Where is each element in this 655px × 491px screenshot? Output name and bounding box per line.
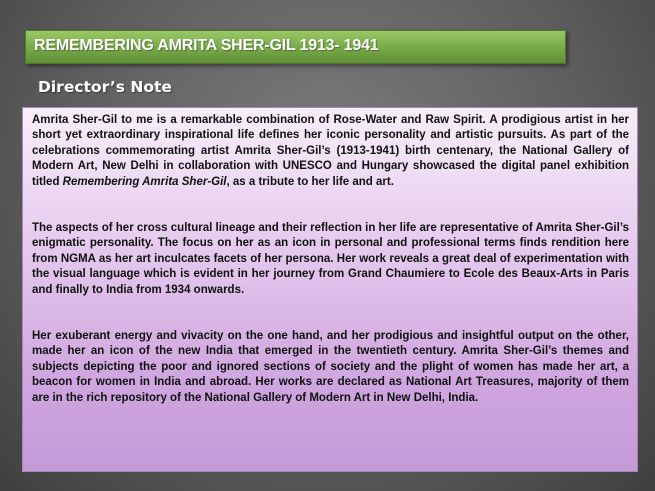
paragraph-1-tail: , as a tribute to her life and art. bbox=[226, 175, 394, 188]
paragraph-1-text: Amrita Sher-Gil to me is a remarkable combination of Rose-Water and Raw Spirit. A prodigious artist in her short yet extraordinary inspirational life defines her iconic personality and artistic pursuits. As part of the celebrations commemorating artist Amrita Sher-Gil’s (1913-1941) birth centenary, the National Gallery of Modern Art, New Delhi in collaboration with UNESCO and Hungary showcased the digital panel exhibition titled bbox=[32, 114, 629, 188]
note-content-box bbox=[22, 107, 638, 472]
exhibition-title-emphasis: Remembering Amrita Sher-Gil bbox=[62, 175, 227, 188]
title-bar bbox=[25, 30, 566, 64]
paragraph-1 bbox=[32, 113, 629, 190]
section-subtitle: Director’s Note bbox=[38, 78, 172, 96]
paragraph-2: The aspects of her cross cultural lineage and their reflection in her life are representative of Amrita Sher-Gil’s enigmatic personality. The focus on her as an icon in personal and professional terms finds rendition here from NGMA as her art inculcates facets of her persona. Her work reveals a great deal of experimentation with the visual language which is evident in her journey from Grand Chaumiere to Ecole des Beaux-Arts in Paris and finally to India from 1934 onwards. bbox=[32, 222, 629, 296]
slide-title: REMEMBERING AMRITA SHER-GIL 1913- 1941 bbox=[34, 37, 379, 54]
paragraph-3: Her exuberant energy and vivacity on the one hand, and her prodigious and insightful output on the other, made her an icon of the new India that emerged in the twentieth century. Amrita Sher-Gil’s themes and subjects depicting the poor and ignored sections of society and the plight of women has made her art, a beacon for women in India and abroad. Her works are declared as National Art Treasures, majority of them are in the rich repository of the National Gallery of Modern Art in New Delhi, India. bbox=[32, 330, 629, 404]
